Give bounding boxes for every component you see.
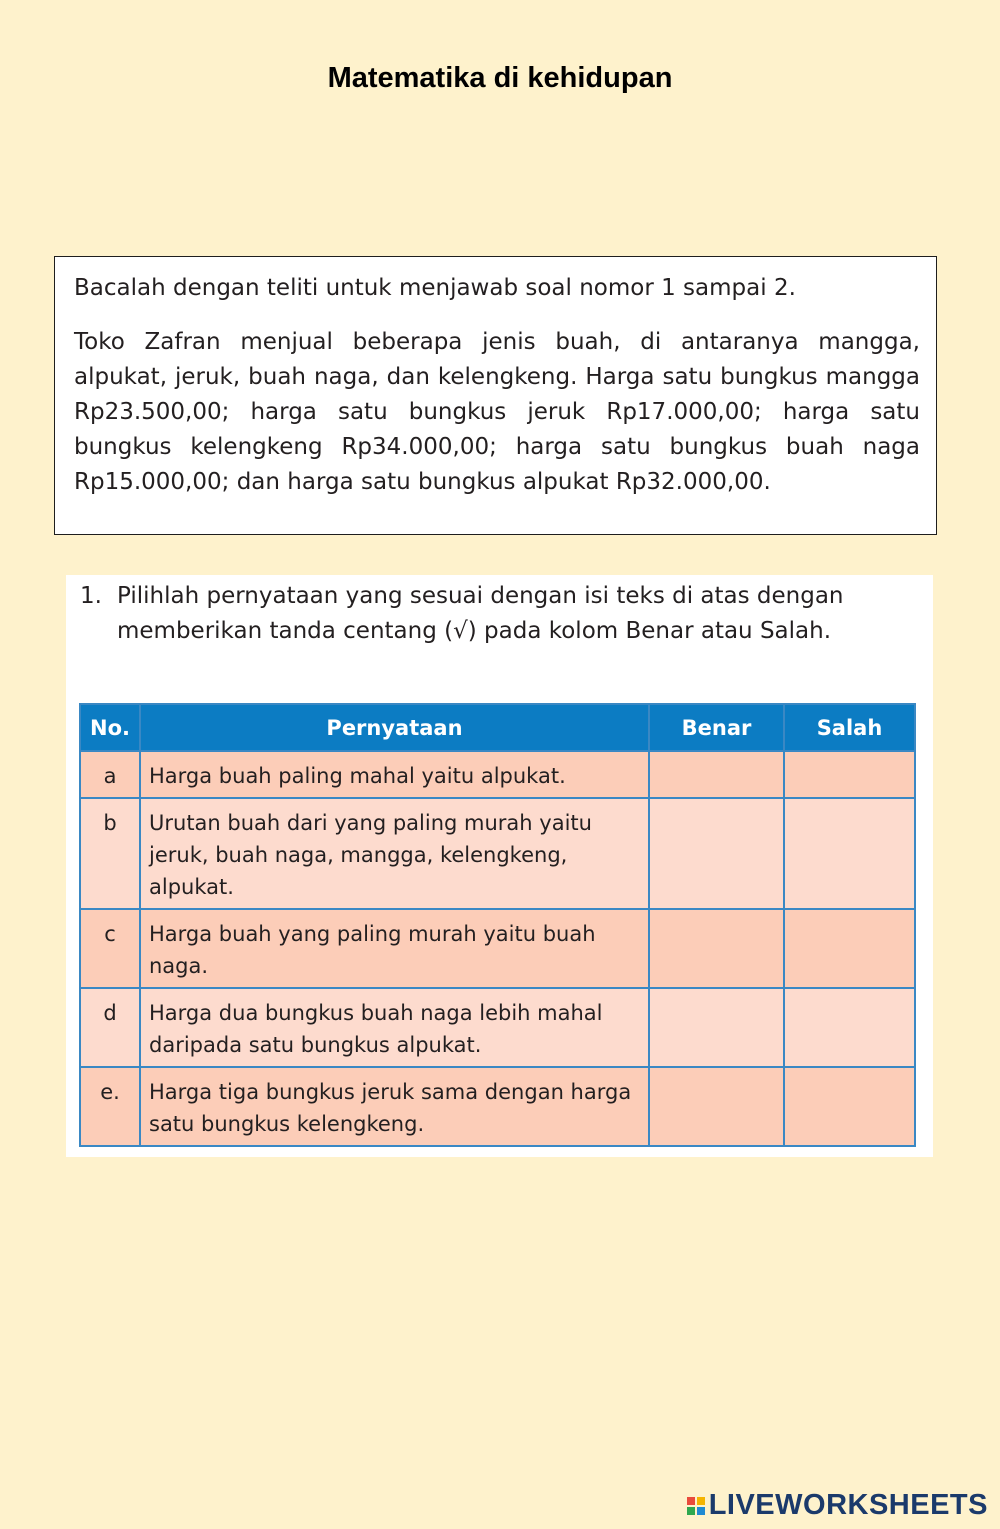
statement-text: Harga dua bungkus buah naga lebih mahal daripada satu bungkus alpukat. (140, 988, 649, 1067)
table-row (80, 1067, 915, 1146)
watermark-text: LIVEWORKSHEETS (708, 1489, 988, 1521)
column-header-true: Benar (649, 704, 784, 751)
answer-cell-false[interactable] (784, 988, 915, 1067)
question-text: Pilihlah pernyataan yang sesuai dengan isi teks di atas dengan memberikan tanda centang (√) pada kolom Benar atau Salah. (117, 583, 844, 644)
liveworksheets-watermark (687, 1489, 988, 1522)
page-title: Matematika di kehidupan (327, 62, 673, 94)
column-header-false: Salah (784, 704, 915, 751)
statement-text: Harga buah paling mahal yaitu alpukat. (140, 751, 649, 798)
question-1 (80, 579, 920, 649)
question-number: 1. (80, 583, 102, 609)
statement-text: Urutan buah dari yang paling murah yaitu jeruk, buah naga, mangga, kelengkeng, alpukat. (140, 798, 649, 909)
column-header-no: No. (80, 704, 140, 751)
question-panel (66, 575, 933, 1157)
answer-cell-false[interactable] (784, 1067, 915, 1146)
answer-cell-true[interactable] (649, 988, 784, 1067)
reading-passage-box (54, 256, 937, 535)
row-label: d (80, 988, 140, 1067)
row-label: b (80, 798, 140, 909)
answer-cell-true[interactable] (649, 909, 784, 988)
table-header-row (80, 704, 915, 751)
reading-instruction: Bacalah dengan teliti untuk menjawab soal nomor 1 sampai 2. (74, 275, 796, 301)
row-label: c (80, 909, 140, 988)
answer-cell-false[interactable] (784, 909, 915, 988)
table-row (80, 988, 915, 1067)
liveworksheets-logo-icon (687, 1497, 705, 1515)
answer-cell-true[interactable] (649, 798, 784, 909)
answer-cell-false[interactable] (784, 798, 915, 909)
statement-text: Harga tiga bungkus jeruk sama dengan harga satu bungkus kelengkeng. (140, 1067, 649, 1146)
column-header-statement: Pernyataan (140, 704, 649, 751)
statement-text: Harga buah yang paling murah yaitu buah naga. (140, 909, 649, 988)
reading-story: Toko Zafran menjual beberapa jenis buah, di antaranya mangga, alpukat, jeruk, buah naga, dan kelengkeng. Harga satu bungkus mangga Rp23.500,00; harga satu bungkus jeruk Rp17.000,00; harga satu bungkus kelengkeng Rp34.000,00; harga satu bungkus buah naga Rp15.000,00; dan harga satu bungkus alpukat Rp32.000,00. (74, 329, 920, 495)
row-label: e. (80, 1067, 140, 1146)
row-label: a (80, 751, 140, 798)
answer-cell-true[interactable] (649, 1067, 784, 1146)
answer-cell-true[interactable] (649, 751, 784, 798)
table-row (80, 751, 915, 798)
table-row (80, 909, 915, 988)
answer-cell-false[interactable] (784, 751, 915, 798)
true-false-table (79, 703, 916, 1147)
table-row (80, 798, 915, 909)
